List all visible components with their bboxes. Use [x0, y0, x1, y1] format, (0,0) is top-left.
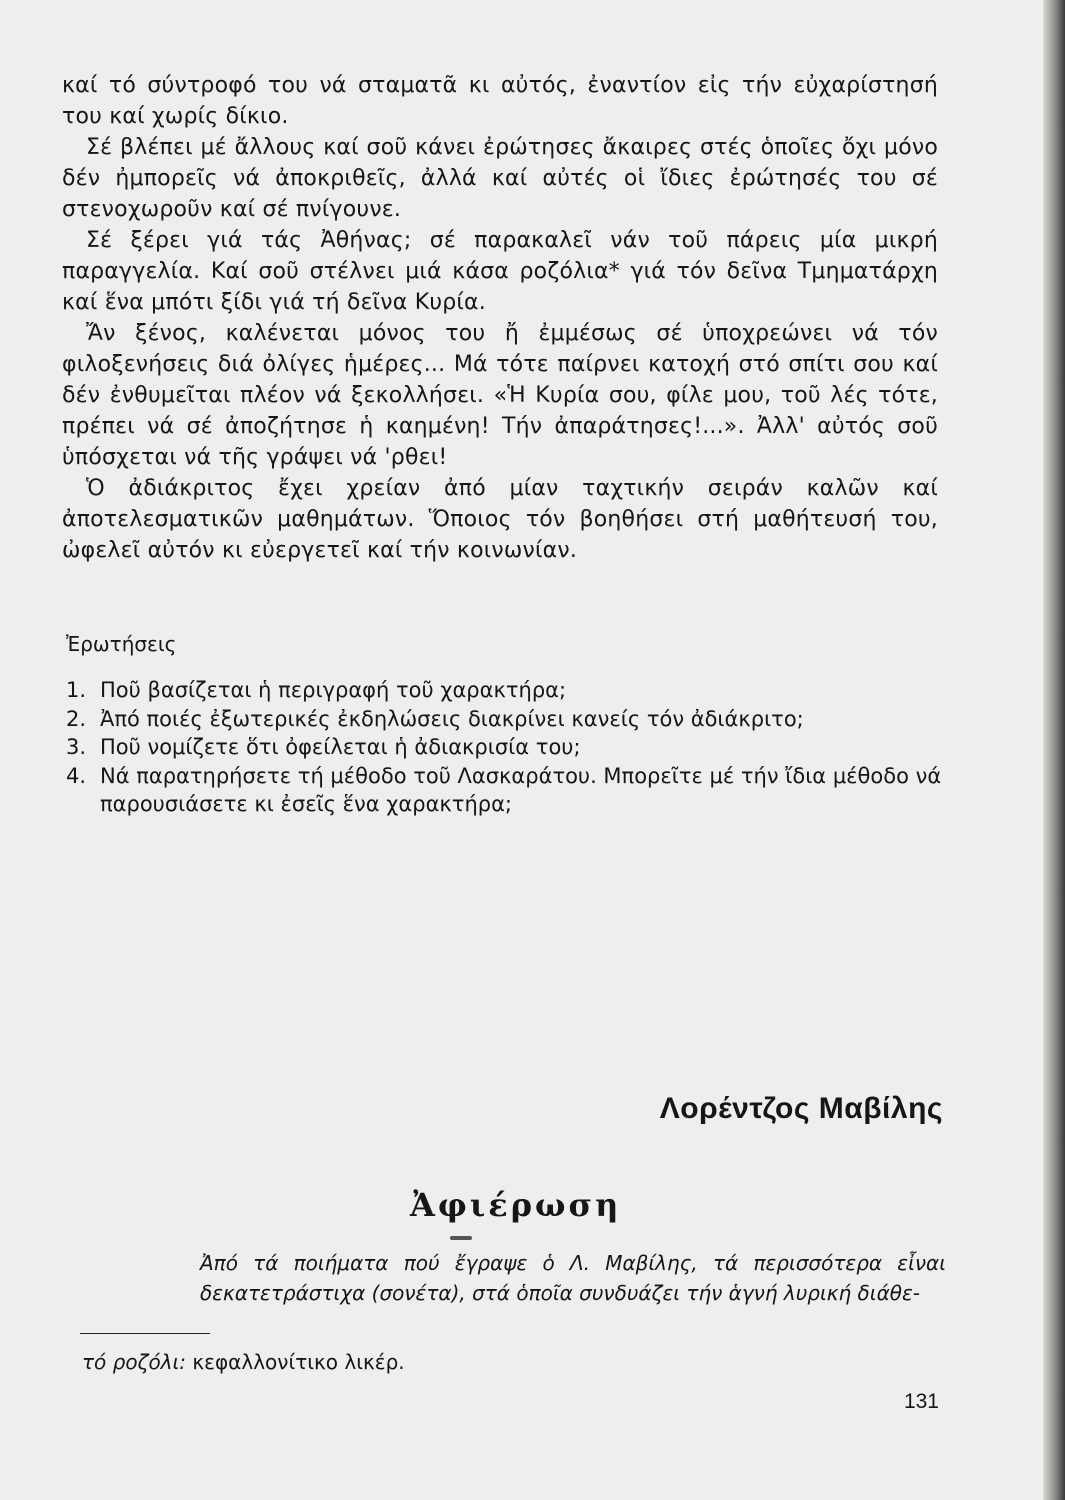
- footnote-term: τό ροζόλι:: [82, 1350, 187, 1374]
- question-text: Ποῦ νομίζετε ὅτι ὀφείλεται ἡ ἀδιακρισία του;: [100, 735, 581, 759]
- question-item: [66, 733, 946, 762]
- author-name: Λορέντζος Μαβίλης: [659, 1092, 943, 1125]
- poem-title: Ἀφιέρωση: [410, 1186, 622, 1224]
- paragraph-5: Ὁ ἀδιάκριτος ἔχει χρείαν ἀπό μίαν ταχτικήν σειράν καλῶν καί ἀποτελεσματικῶν μαθημάτων. Ὅποιος τόν βοηθήσει στή μαθήτευσή του, ὠφελεῖ αὐτόν κι εὐεργετεῖ καί τήν κοινωνίαν.: [62, 476, 938, 563]
- question-text: Ἀπό ποιές ἐξωτερικές ἐκδηλώσεις διακρίνει κανείς τόν ἀδιάκριτο;: [100, 706, 804, 731]
- paragraph-2: Σέ βλέπει μέ ἄλλους καί σοῦ κάνει ἐρώτησες ἄκαιρες στές ὁποῖες ὄχι μόνο δέν ἠμπορεῖς νά ἀποκριθεῖς, ἀλλά καί αὐτές οἱ ἴδιες ἐρώτησές του σέ στενοχωροῦν καί σέ πνίγουνε.: [62, 135, 938, 222]
- questions-list: [66, 676, 946, 819]
- poem-intro: Ἀπό τά ποιήματα πού ἔγραψε ὁ Λ. Μαβίλης, τά περισσότερα εἶναι δεκατετράστιχα (σονέτα), στά ὁποῖα συνδυάζει τήν ἁγνή λυρική διάθε-: [200, 1251, 946, 1305]
- footnote-divider: [80, 1333, 210, 1334]
- question-number: 4.: [66, 763, 87, 788]
- question-text: Νά παρατηρήσετε τή μέθοδο τοῦ Λασκαράτου. Μπορεῖτε μέ τήν ἴδια μέθοδο νά παρουσιάσετε κι ἐσεῖς ἕνα χαρακτήρα;: [100, 763, 942, 816]
- question-number: 2.: [66, 706, 87, 731]
- question-number: 1.: [66, 678, 87, 702]
- footnote: [82, 1348, 405, 1376]
- question-item: [66, 676, 946, 705]
- questions-heading: Ἐρωτήσεις: [66, 632, 177, 656]
- footnote-definition: κεφαλλονίτικο λικέρ.: [192, 1350, 405, 1374]
- question-number: 3.: [66, 735, 87, 759]
- title-ornament: [450, 1236, 472, 1240]
- page-number: 131: [903, 1390, 939, 1413]
- question-item: [66, 762, 946, 819]
- paragraph-1: καί τό σύντροφό του νά σταματᾶ κι αὐτός, ἐναντίον εἰς τήν εὐχαρίστησή του καί χωρίς δίκιο.: [62, 73, 938, 129]
- scan-edge-shadow: [1043, 0, 1065, 1500]
- paragraph-3: Σέ ξέρει γιά τάς Ἀθήνας; σέ παρακαλεῖ νάν τοῦ πάρεις μία μικρή παραγγελία. Καί σοῦ στέλνει μιά κάσα ροζόλια* γιά τόν δεῖνα Τμηματάρχη καί ἕνα μπότι ξίδι γιά τή δεῖνα Κυρία.: [62, 228, 938, 315]
- question-item: [66, 705, 946, 734]
- paragraph-4: Ἄν ξένος, καλένεται μόνος του ἤ ἐμμέσως σέ ὑποχρεώνει νά τόν φιλοξενήσεις διά ὀλίγες ἡμέρες... Μά τότε παίρνει κατοχή στό σπίτι σου καί δέν ἐνθυμεῖται πλέον νά ξεκολλήσει. «Ἡ Κυρία σου, φίλε μου, τοῦ λές τότε, πρέπει νά σέ ἀποζήτησε ἡ καημένη! Τήν ἀπαράτησες!...». Ἀλλ' αὐτός σοῦ ὑπόσχεται νά τῆς γράψει νά 'ρθει!: [62, 321, 938, 470]
- question-text: Ποῦ βασίζεται ἡ περιγραφή τοῦ χαρακτήρα;: [100, 678, 567, 702]
- body-text: [62, 70, 938, 566]
